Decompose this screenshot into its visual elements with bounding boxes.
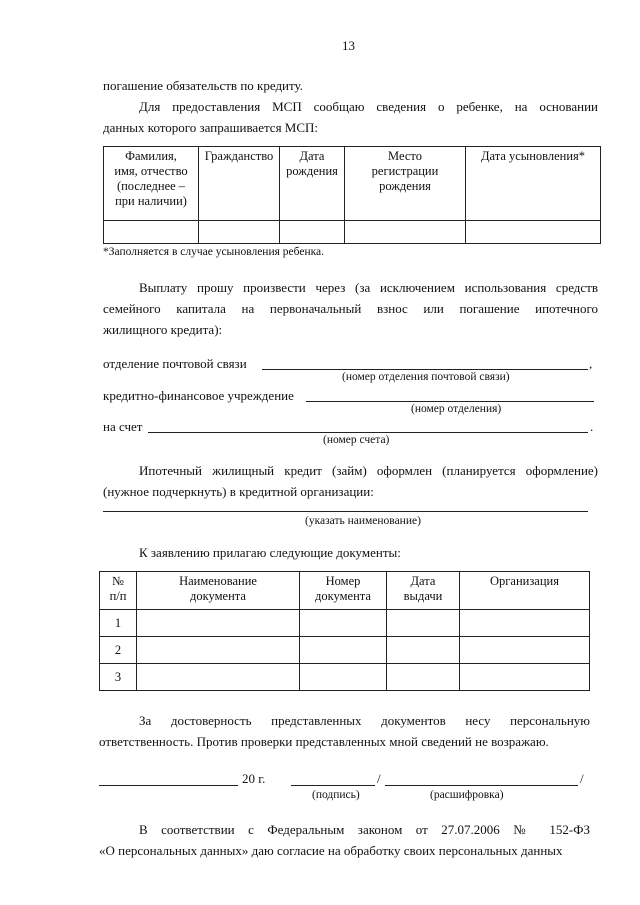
slash-2: / — [580, 771, 584, 786]
decoding-field[interactable] — [385, 785, 578, 786]
post-office-field[interactable] — [262, 369, 588, 370]
table-row — [100, 664, 590, 691]
header-doc-name: Наименование документа — [137, 572, 300, 610]
header-adoption-date: Дата усыновления* — [466, 147, 601, 221]
mortgage-line2: (нужное подчеркнуть) в кредитной организации: — [103, 484, 374, 499]
row-number: 1 — [100, 610, 137, 637]
signature-hint: (подпись) — [312, 789, 360, 801]
doc-date-cell[interactable] — [387, 664, 460, 691]
child-full-name-cell[interactable] — [104, 221, 199, 244]
header-citizenship: Гражданство — [199, 147, 280, 221]
doc-name-cell[interactable] — [137, 610, 300, 637]
post-office-hint: (номер отделения почтовой связи) — [342, 371, 510, 383]
documents-table — [99, 571, 590, 691]
doc-org-cell[interactable] — [460, 664, 590, 691]
header-birth-place: Место регистрации рождения — [345, 147, 466, 221]
header-full-name: Фамилия, имя, отчество (последнее – при наличии) — [104, 147, 199, 221]
mortgage-hint: (указать наименование) — [305, 515, 421, 527]
header-issue-date: Дата выдачи — [387, 572, 460, 610]
bank-label: кредитно-финансовое учреждение — [103, 388, 294, 403]
date-field[interactable] — [99, 785, 238, 786]
child-birth-date-cell[interactable] — [280, 221, 345, 244]
bank-field[interactable] — [306, 401, 594, 402]
account-label: на счет — [103, 419, 143, 434]
doc-number-cell[interactable] — [300, 664, 387, 691]
doc-name-cell[interactable] — [137, 637, 300, 664]
account-hint: (номер счета) — [323, 434, 390, 446]
account-field[interactable] — [148, 432, 588, 433]
header-organization: Организация — [460, 572, 590, 610]
footnote: *Заполняется в случае усыновления ребенка. — [103, 246, 324, 258]
table-row — [100, 637, 590, 664]
account-period: . — [590, 419, 594, 434]
child-info-line2: данных которого запрашивается МСП: — [103, 120, 319, 135]
signature-field[interactable] — [291, 785, 375, 786]
doc-number-cell[interactable] — [300, 637, 387, 664]
row-number: 3 — [100, 664, 137, 691]
doc-date-cell[interactable] — [387, 637, 460, 664]
decoding-hint: (расшифровка) — [430, 789, 504, 801]
child-info-line1: Для предоставления МСП сообщаю сведения о ребенке, на основании — [139, 99, 598, 114]
header-number: № п/п — [100, 572, 137, 610]
year-label: 20 г. — [242, 771, 266, 786]
post-office-label: отделение почтовой связи — [103, 356, 247, 371]
mortgage-line1: Ипотечный жилищный кредит (займ) оформлен (планируется оформление) — [139, 463, 598, 478]
child-birth-place-cell[interactable] — [345, 221, 466, 244]
consent-line1: В соответствии с Федеральным законом от 27.07.2006 № 152-ФЗ — [139, 822, 590, 837]
slash-1: / — [377, 771, 381, 786]
row-number: 2 — [100, 637, 137, 664]
doc-date-cell[interactable] — [387, 610, 460, 637]
doc-name-cell[interactable] — [137, 664, 300, 691]
consent-line2: «О персональных данных» даю согласие на обработку своих персональных данных — [99, 843, 563, 858]
header-birth-date: Дата рождения — [280, 147, 345, 221]
post-office-comma: , — [589, 356, 593, 371]
payment-line1: Выплату прошу произвести через (за исключением использования средств — [139, 280, 598, 295]
responsibility-line1: За достоверность представленных документов несу персональную — [139, 713, 590, 728]
child-citizenship-cell[interactable] — [199, 221, 280, 244]
payment-line2: семейного капитала на первоначальный взнос или погашение ипотечного — [103, 301, 598, 316]
doc-number-cell[interactable] — [300, 610, 387, 637]
header-doc-number: Номер документа — [300, 572, 387, 610]
child-adoption-date-cell[interactable] — [466, 221, 601, 244]
doc-org-cell[interactable] — [460, 610, 590, 637]
child-table — [103, 146, 601, 244]
page-number: 13 — [342, 38, 355, 53]
table-row — [100, 610, 590, 637]
bank-hint: (номер отделения) — [411, 403, 502, 415]
intro-line: погашение обязательств по кредиту. — [103, 78, 303, 93]
payment-line3: жилищного кредита): — [103, 322, 223, 337]
responsibility-line2: ответственность. Против проверки представленных мной сведений не возражаю. — [99, 734, 549, 749]
doc-org-cell[interactable] — [460, 637, 590, 664]
documents-intro: К заявлению прилагаю следующие документы: — [139, 545, 401, 560]
mortgage-org-field[interactable] — [103, 511, 588, 512]
